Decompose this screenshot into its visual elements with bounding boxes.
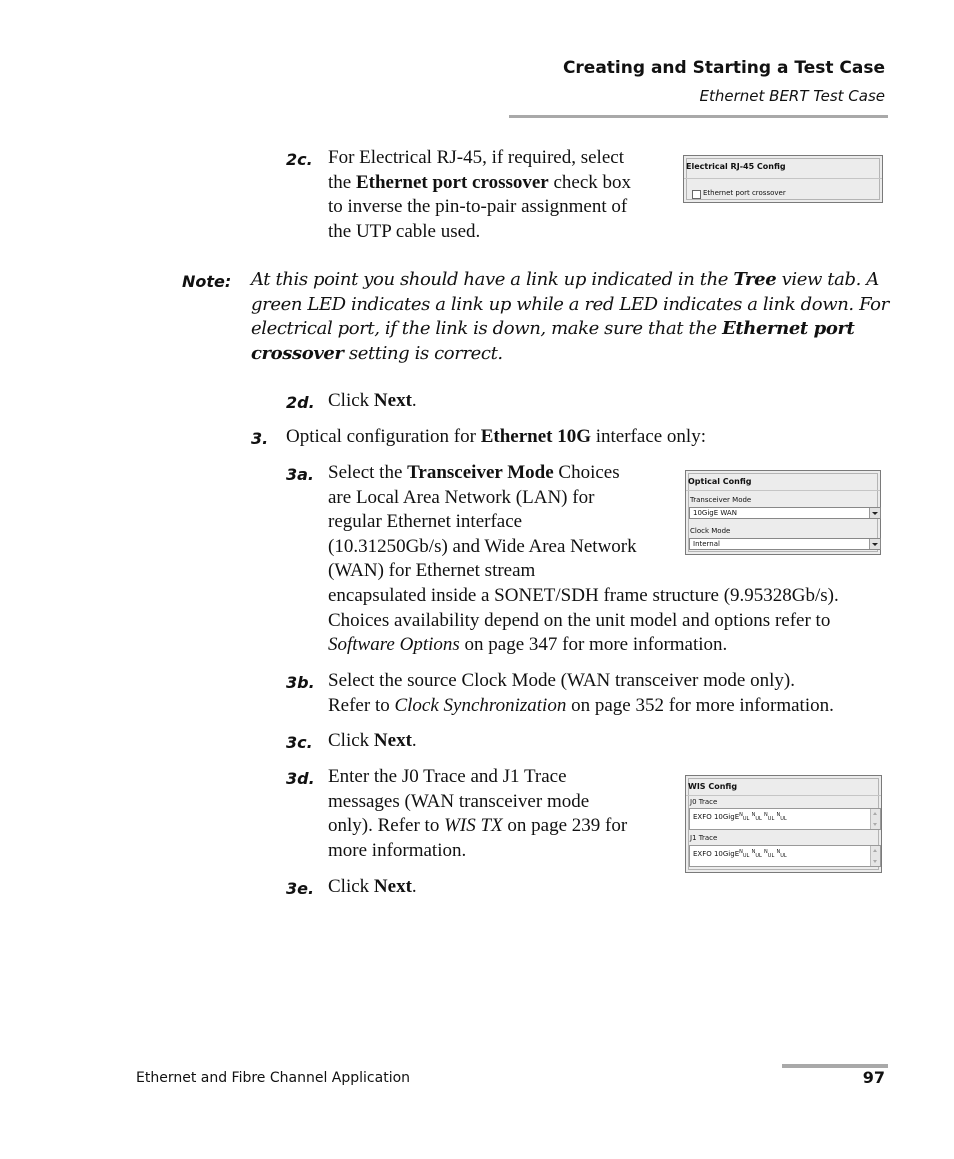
step-3a-line-6: encapsulated inside a SONET/SDH frame structure (9.95328Gb/s). <box>328 584 839 606</box>
clock-synchronization-link[interactable]: Clock Synchronization <box>394 694 567 716</box>
electrical-rj45-config-panel <box>683 155 883 203</box>
j0-trace-label: J0 Trace <box>690 798 718 806</box>
software-options-link[interactable]: Software Options <box>328 634 460 656</box>
step-3d-line-4: more information. <box>328 839 467 861</box>
step-3a-line-4: (10.31250Gb/s) and Wide Area Network <box>328 535 637 557</box>
page-header-subtitle: Ethernet BERT Test Case <box>699 87 885 105</box>
step-3a-line-2: are Local Area Network (LAN) for <box>328 486 595 508</box>
step-3d-line-3: only). Refer to WIS TX on page 239 for <box>328 815 628 837</box>
step-3-text: Optical configuration for Ethernet 10G interface only: <box>286 426 706 447</box>
scrollbar[interactable] <box>870 809 880 829</box>
page-header-title: Creating and Starting a Test Case <box>562 58 885 78</box>
note-label: Note: <box>182 272 232 291</box>
step-2c-line-4: the UTP cable used. <box>328 220 481 242</box>
scrollbar[interactable] <box>870 846 880 866</box>
step-3d-line-2: messages (WAN transceiver mode <box>328 790 590 812</box>
wis-tx-link[interactable]: WIS TX <box>444 815 503 837</box>
step-3b-line-1: Select the source Clock Mode (WAN transceiver mode only). <box>328 670 795 691</box>
note-line-1: At this point you should have a link up indicated in the Tree view tab. A <box>251 269 879 290</box>
j0-trace-input[interactable]: EXFO 10GigE$^N_{UL}$ $^N_{UL}$ $^N_{UL}$ $^N_{UL}$ <box>689 808 881 830</box>
step-2c-line-2: the Ethernet port crossover check box <box>328 171 632 193</box>
step-2c-text <box>328 146 631 244</box>
step-label-3d: 3d. <box>286 769 315 788</box>
step-label-2d: 2d. <box>286 393 315 412</box>
step-3a-line-8: Software Options on page 347 for more information. <box>328 634 728 656</box>
panel-title: WIS Config <box>688 782 738 791</box>
chevron-down-icon[interactable] <box>869 508 880 518</box>
step-label-2c: 2c. <box>286 150 313 169</box>
step-3a-line-7: Choices availability depend on the unit model and options refer to <box>328 609 831 631</box>
j1-trace-input[interactable]: EXFO 10GigE$^N_{UL}$ $^N_{UL}$ $^N_{UL}$ $^N_{UL}$ <box>689 845 881 867</box>
step-label-3c: 3c. <box>286 733 313 752</box>
checkbox-label: Ethernet port crossover <box>703 189 786 197</box>
j1-trace-label: J1 Trace <box>690 834 718 842</box>
ethernet-port-crossover-checkbox[interactable] <box>692 190 701 199</box>
clock-mode-select[interactable]: Internal <box>689 538 881 550</box>
page-number: 97 <box>862 1068 885 1087</box>
transceiver-mode-select[interactable]: 10GigE WAN <box>689 507 881 519</box>
note-line-2: green LED indicates a link up while a red LED indicates a link down. For <box>251 293 889 315</box>
step-label-3e: 3e. <box>286 879 315 898</box>
step-3e-text: Click Next. <box>328 876 417 897</box>
transceiver-mode-label: Transceiver Mode <box>690 496 752 504</box>
footer-title: Ethernet and Fibre Channel Application <box>136 1070 411 1086</box>
header-divider <box>509 115 888 118</box>
step-2c-line-3: to inverse the pin-to-pair assignment of <box>328 196 628 218</box>
step-3b-line-2: Refer to Clock Synchronization on page 352 for more information. <box>328 694 834 716</box>
chevron-down-icon[interactable] <box>869 539 880 549</box>
step-3a-line-3: regular Ethernet interface <box>328 511 523 533</box>
wis-config-panel <box>685 775 882 873</box>
panel-title: Electrical RJ-45 Config <box>686 162 786 171</box>
step-label-3b: 3b. <box>286 673 315 692</box>
step-3c-text: Click Next. <box>328 730 417 751</box>
note-line-3: electrical port, if the link is down, make sure that the Ethernet port <box>251 318 855 340</box>
step-3d-line-1: Enter the J0 Trace and J1 Trace <box>328 766 567 787</box>
step-2d-text: Click Next. <box>328 390 417 411</box>
step-2c-line-1: For Electrical RJ-45, if required, select <box>328 147 624 168</box>
clock-mode-label: Clock Mode <box>690 527 731 535</box>
step-label-3a: 3a. <box>286 465 315 484</box>
step-3b-text <box>328 669 834 718</box>
note-line-4: crossover setting is correct. <box>251 342 503 364</box>
step-3d-text <box>328 765 627 863</box>
step-label-3: 3. <box>251 429 269 448</box>
optical-config-panel <box>685 470 881 555</box>
step-3a-line-5: (WAN) for Ethernet stream <box>328 560 536 582</box>
panel-title: Optical Config <box>688 477 752 486</box>
step-3a-line-1: Select the Transceiver Mode Choices <box>328 462 620 483</box>
note-text <box>251 268 889 366</box>
